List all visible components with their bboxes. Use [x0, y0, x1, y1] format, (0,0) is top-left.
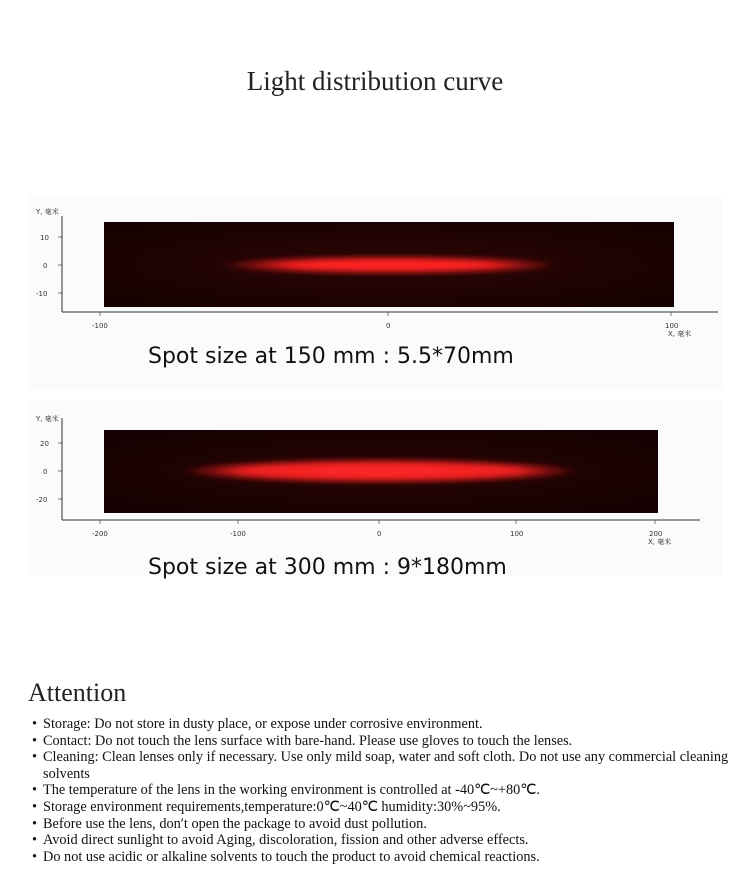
x-axis-label: X, 毫米: [648, 538, 672, 546]
y-axis-label: Y, 毫米: [36, 415, 59, 423]
list-item: • Storage environment requirements,temperature:0℃~40℃ humidity:30%~95%.: [32, 799, 732, 816]
x-tick-label: -100: [230, 530, 246, 538]
x-axis-label: X, 毫米: [668, 330, 692, 338]
beam-spot: [220, 256, 560, 274]
list-item: • Storage: Do not store in dusty place, or expose under corrosive environment.: [32, 716, 732, 733]
attention-heading: Attention: [28, 678, 127, 707]
x-tick-label: 200: [649, 530, 663, 538]
list-item: • Contact: Do not touch the lens surface with bare-hand. Please use gloves to touch the lenses.: [32, 733, 732, 750]
x-tick-label: 100: [510, 530, 524, 538]
spot-size-caption-150mm: Spot size at 150 mm : 5.5*70mm: [148, 344, 514, 369]
list-item: • Avoid direct sunlight to avoid Aging, discoloration, fission and other adverse effects.: [32, 832, 732, 849]
page-title: Light distribution curve: [246, 66, 504, 96]
x-tick-label: 0: [377, 530, 382, 538]
x-tick-label: -100: [92, 322, 108, 330]
y-tick-label: -10: [36, 290, 48, 298]
list-item: • Cleaning: Clean lenses only if necessary. Use only mild soap, water and soft cloth. Do not use any commercial cleaning solvents: [32, 749, 732, 782]
attention-list: [32, 716, 732, 865]
list-item: • Do not use acidic or alkaline solvents to touch the product to avoid chemical reactions.: [32, 849, 732, 866]
x-tick-label: -200: [92, 530, 108, 538]
list-item: • The temperature of the lens in the working environment is controlled at -40℃~+80℃.: [32, 782, 732, 799]
light-distribution-plot-300mm: [28, 400, 722, 576]
y-tick-label: -20: [36, 496, 48, 504]
beam-spot: [180, 459, 580, 483]
y-tick-label: 10: [40, 234, 49, 242]
plot-300mm-svg: [28, 400, 722, 576]
x-tick-label: 0: [386, 322, 391, 330]
y-tick-label: 20: [40, 440, 49, 448]
y-tick-label: 0: [43, 468, 48, 476]
spot-size-caption-300mm: Spot size at 300 mm : 9*180mm: [148, 555, 507, 580]
y-axis-label: Y, 毫米: [36, 208, 59, 216]
y-tick-label: 0: [43, 262, 48, 270]
x-tick-label: 100: [665, 322, 679, 330]
list-item: • Before use the lens, don′t open the package to avoid dust pollution.: [32, 816, 732, 833]
